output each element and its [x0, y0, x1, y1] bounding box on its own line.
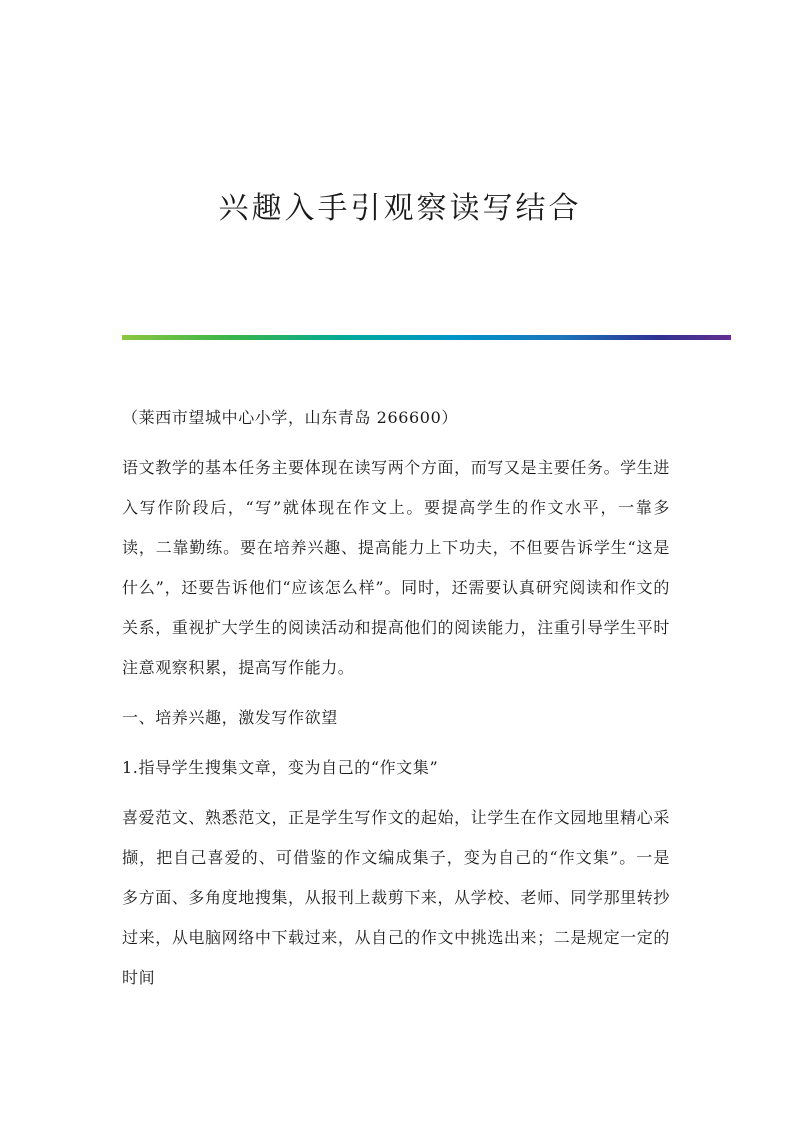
body-paragraph: 喜爱范文、熟悉范文，正是学生写作文的起始，让学生在作文园地里精心采撷，把自己喜爱的、可借鉴的作文编成集子，变为自己的“作文集”。一是多方面、多角度地搜集，从报刊上裁剪下来，从学校、老师、同学那里转抄过来，从电脑网络中下载过来，从自己的作文中挑选出来；二是规定一定的时间 [122, 808, 670, 987]
section-heading: 一、培养兴趣，激发写作欲望 [122, 708, 338, 727]
subsection-heading: 1.指导学生搜集文章，变为自己的“作文集” [122, 758, 439, 777]
document-body [122, 398, 670, 998]
document-title: 兴趣入手引观察读写结合 [218, 191, 582, 226]
author-affiliation: （莱西市望城中心小学，山东青岛 266600） [122, 408, 458, 427]
intro-paragraph: 语文教学的基本任务主要体现在读写两个方面，而写又是主要任务。学生进入写作阶段后，“写”就体现在作文上。要提高学生的作文水平，一靠多读，二靠勤练。要在培养兴趣、提高能力上下功夫，不但要告诉学生“这是什么”，还要告诉他们“应该怎么样”。同时，还需要认真研究阅读和作文的关系，重视扩大学生的阅读活动和提高他们的阅读能力，注重引导学生平时注意观察积累，提高写作能力。 [122, 458, 670, 677]
title-divider [122, 335, 731, 340]
